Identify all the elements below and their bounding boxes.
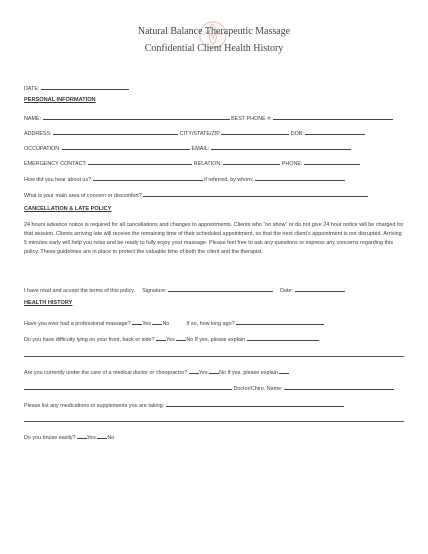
personal-info-heading: PERSONAL INFORMATION	[24, 97, 96, 103]
city-state-zip-label: CITY/STATE/ZIP	[179, 131, 220, 137]
phone-field[interactable]	[304, 158, 360, 165]
doctor-name-field[interactable]	[284, 383, 394, 390]
date-row	[24, 83, 129, 92]
address-label: ADDRESS:	[24, 131, 52, 137]
bruise-no-label: No	[107, 435, 115, 441]
lying-explain-field[interactable]	[247, 334, 319, 341]
emergency-contact-field[interactable]	[88, 158, 192, 165]
phone-label: PHONE:	[281, 161, 303, 167]
hear-about-row	[24, 174, 345, 183]
care-no-label: No	[219, 370, 226, 376]
massage-no-label: No	[162, 321, 170, 327]
occupation-label: OCCUPATION:	[24, 146, 61, 152]
policy-date-field[interactable]	[295, 285, 345, 292]
signature-field[interactable]	[168, 285, 273, 292]
massage-yes-blank[interactable]	[132, 318, 142, 325]
main-area-field[interactable]	[143, 190, 368, 197]
health-history-heading: HEALTH HISTORY	[24, 300, 73, 306]
name-row	[24, 113, 393, 122]
care-explain-field[interactable]	[279, 367, 289, 374]
how-long-label: If so, how long ago?	[186, 321, 235, 327]
care-explain-label: If yes, please explain	[227, 370, 278, 376]
lying-question-label: Do you have difficulty lying on your front, back or side?	[24, 337, 155, 343]
massage-question-row	[24, 318, 324, 327]
how-long-field[interactable]	[236, 318, 324, 325]
lying-yes-label: Yes	[166, 337, 175, 343]
dob-field[interactable]	[305, 128, 365, 135]
lying-question-row	[24, 334, 319, 343]
cancellation-policy-text: 24 hours advance notice is required for all cancellations and changes to appointments. Clients who “no show” or do not give 24 hour notice will be charged for that session. Clients arriving late will receive the remaining time of their scheduled appointment, so that the next client’s appointment is not disrupted. Arriving 5 minutes early will help you relax and be ready to fully enjoy your massage. Please feel free to ask any questions or express any concerns regarding this policy. These guidelines are in place to protect the valuable time of both the client and the therapist.	[24, 222, 404, 255]
medications-line[interactable]	[24, 421, 404, 422]
care-no-blank[interactable]	[209, 367, 219, 374]
lying-no-label: No	[186, 337, 194, 343]
bruise-question-row	[24, 432, 114, 441]
care-explain-continued-field[interactable]	[24, 383, 232, 390]
main-area-label: What is your main area of concern or discomfort?	[24, 193, 142, 199]
medications-label: Please list any medications or supplements you are taking.	[24, 403, 165, 409]
email-label: EMAIL:	[191, 146, 210, 152]
address-row	[24, 128, 365, 137]
massage-no-blank[interactable]	[152, 318, 162, 325]
lying-explain-line[interactable]	[24, 356, 404, 357]
best-phone-field[interactable]	[273, 113, 393, 120]
best-phone-label: BEST PHONE #:	[231, 116, 272, 122]
bruise-question-label: Do you bruise easily?	[24, 435, 76, 441]
occupation-field[interactable]	[62, 143, 190, 150]
accept-row	[24, 285, 345, 294]
occupation-row	[24, 143, 351, 152]
form-subtitle: Confidential Client Health History	[144, 43, 284, 54]
form-title: Natural Balance Therapeutic Massage	[137, 26, 291, 37]
main-area-row	[24, 190, 368, 199]
care-yes-label: Yes	[198, 370, 208, 376]
care-question-label: Are you currently under the care of a medical doctor or chiropractor?	[24, 370, 188, 376]
emergency-row	[24, 158, 360, 167]
medications-row	[24, 400, 344, 409]
dob-label: DOB:	[290, 131, 304, 137]
accept-label: I have read and accept the terms of this policy.	[24, 288, 136, 294]
name-label: NAME:	[24, 116, 42, 122]
bruise-yes-label: Yes	[87, 435, 96, 441]
policy-date-label: Date:	[280, 288, 294, 294]
doctor-name-label: Doctor/Chiro. Name:	[233, 386, 283, 392]
cancellation-heading: CANCELLATION & LATE POLICY	[24, 206, 112, 212]
relation-field[interactable]	[223, 158, 280, 165]
address-field[interactable]	[53, 128, 178, 135]
doctor-name-row	[24, 383, 394, 392]
city-state-zip-field[interactable]	[221, 128, 289, 135]
hear-about-label: How did you hear about us?	[24, 177, 92, 183]
lying-no-blank[interactable]	[176, 334, 186, 341]
massage-question-label: Have you ever had a professional massage?	[24, 321, 131, 327]
lying-yes-blank[interactable]	[156, 334, 166, 341]
care-yes-blank[interactable]	[189, 367, 199, 374]
medications-field[interactable]	[166, 400, 344, 407]
name-field[interactable]	[43, 113, 230, 120]
signature-label: Signature:	[142, 288, 167, 294]
lying-explain-label: If yes, please explain	[194, 337, 246, 343]
date-label: DATE:	[24, 86, 40, 92]
hear-about-field[interactable]	[93, 174, 203, 181]
relation-label: RELATION:	[193, 161, 222, 167]
bruise-no-blank[interactable]	[97, 432, 107, 439]
care-question-row	[24, 367, 289, 376]
date-field[interactable]	[41, 83, 129, 90]
emergency-contact-label: EMERGENCY CONTACT:	[24, 161, 87, 167]
massage-yes-label: Yes	[142, 321, 151, 327]
email-field[interactable]	[211, 143, 351, 150]
bruise-yes-blank[interactable]	[77, 432, 87, 439]
referred-field[interactable]	[255, 174, 345, 181]
referred-label: if referred, by whom:	[204, 177, 254, 183]
